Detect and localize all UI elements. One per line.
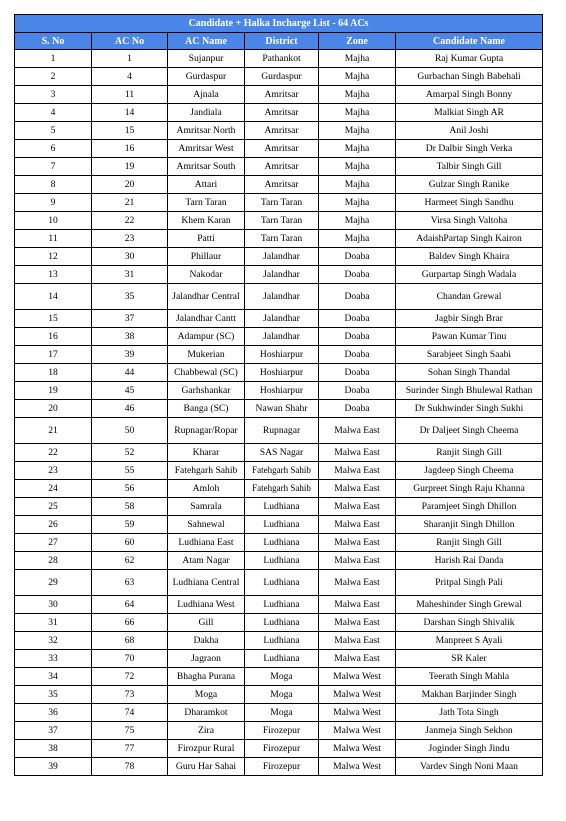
- cell-ac-name: Amritsar South: [168, 158, 245, 176]
- cell-ac-name: Jalandhar Central: [168, 284, 245, 310]
- cell-ac-name: Samrala: [168, 498, 245, 516]
- cell-zone: Majha: [319, 230, 396, 248]
- table-row: [15, 462, 543, 480]
- cell-sno: 39: [15, 758, 92, 776]
- cell-sno: 19: [15, 382, 92, 400]
- cell-zone: Doaba: [319, 284, 396, 310]
- cell-candidate: Joginder Singh Jindu: [396, 740, 543, 758]
- table-row: [15, 176, 543, 194]
- cell-ac-no: 52: [92, 444, 168, 462]
- cell-candidate: Gurbachan Singh Babehali: [396, 68, 543, 86]
- cell-ac-name: Amloh: [168, 480, 245, 498]
- cell-ac-no: 30: [92, 248, 168, 266]
- cell-ac-name: Rupnagar/Ropar: [168, 418, 245, 444]
- cell-candidate: SR Kaler: [396, 650, 543, 668]
- cell-district: Moga: [245, 704, 319, 722]
- cell-sno: 3: [15, 86, 92, 104]
- cell-zone: Malwa East: [319, 480, 396, 498]
- cell-district: Rupnagar: [245, 418, 319, 444]
- cell-district: Ludhiana: [245, 596, 319, 614]
- table-row: [15, 86, 543, 104]
- cell-sno: 15: [15, 310, 92, 328]
- cell-zone: Majha: [319, 176, 396, 194]
- cell-sno: 7: [15, 158, 92, 176]
- cell-ac-name: Patti: [168, 230, 245, 248]
- cell-zone: Majha: [319, 158, 396, 176]
- cell-candidate: Manpreet S Ayali: [396, 632, 543, 650]
- cell-ac-name: Jagraon: [168, 650, 245, 668]
- cell-zone: Malwa East: [319, 498, 396, 516]
- cell-sno: 31: [15, 614, 92, 632]
- cell-zone: Malwa East: [319, 552, 396, 570]
- table-row: [15, 740, 543, 758]
- cell-sno: 5: [15, 122, 92, 140]
- cell-district: Amritsar: [245, 122, 319, 140]
- cell-district: Tarn Taran: [245, 194, 319, 212]
- cell-district: Jalandhar: [245, 310, 319, 328]
- cell-zone: Majha: [319, 140, 396, 158]
- cell-candidate: Dr Dalbir Singh Verka: [396, 140, 543, 158]
- cell-sno: 4: [15, 104, 92, 122]
- cell-sno: 6: [15, 140, 92, 158]
- cell-ac-no: 56: [92, 480, 168, 498]
- cell-sno: 18: [15, 364, 92, 382]
- cell-ac-name: Phillaur: [168, 248, 245, 266]
- table-row: [15, 140, 543, 158]
- cell-candidate: Anil Joshi: [396, 122, 543, 140]
- cell-ac-name: Khem Karan: [168, 212, 245, 230]
- cell-ac-no: 31: [92, 266, 168, 284]
- col-header-candidate: Candidate Name: [396, 33, 543, 50]
- cell-zone: Malwa East: [319, 632, 396, 650]
- cell-ac-no: 14: [92, 104, 168, 122]
- cell-candidate: Surinder Singh Bhulewal Rathan: [396, 382, 543, 400]
- cell-ac-name: Jandiala: [168, 104, 245, 122]
- cell-sno: 35: [15, 686, 92, 704]
- cell-district: Moga: [245, 668, 319, 686]
- cell-zone: Malwa West: [319, 722, 396, 740]
- cell-zone: Malwa East: [319, 444, 396, 462]
- cell-ac-name: Atam Nagar: [168, 552, 245, 570]
- table-row: [15, 310, 543, 328]
- cell-ac-no: 59: [92, 516, 168, 534]
- cell-district: Jalandhar: [245, 266, 319, 284]
- cell-ac-no: 63: [92, 570, 168, 596]
- cell-ac-no: 22: [92, 212, 168, 230]
- cell-ac-no: 35: [92, 284, 168, 310]
- table-row: [15, 614, 543, 632]
- cell-zone: Majha: [319, 86, 396, 104]
- cell-zone: Malwa West: [319, 740, 396, 758]
- cell-sno: 14: [15, 284, 92, 310]
- cell-candidate: AdaishPartap Singh Kairon: [396, 230, 543, 248]
- cell-zone: Doaba: [319, 400, 396, 418]
- cell-candidate: Dr Daljeet Singh Cheema: [396, 418, 543, 444]
- cell-sno: 38: [15, 740, 92, 758]
- cell-sno: 10: [15, 212, 92, 230]
- cell-candidate: Harmeet Singh Sandhu: [396, 194, 543, 212]
- cell-ac-no: 50: [92, 418, 168, 444]
- cell-sno: 20: [15, 400, 92, 418]
- cell-ac-no: 60: [92, 534, 168, 552]
- cell-district: Jalandhar: [245, 284, 319, 310]
- cell-sno: 2: [15, 68, 92, 86]
- cell-ac-name: Dharamkot: [168, 704, 245, 722]
- cell-district: Jalandhar: [245, 248, 319, 266]
- cell-ac-no: 16: [92, 140, 168, 158]
- table-row: [15, 400, 543, 418]
- cell-sno: 36: [15, 704, 92, 722]
- cell-ac-name: Guru Har Sahai: [168, 758, 245, 776]
- cell-candidate: Amarpal Singh Bonny: [396, 86, 543, 104]
- table-row: [15, 570, 543, 596]
- cell-ac-no: 64: [92, 596, 168, 614]
- table-row: [15, 248, 543, 266]
- cell-ac-name: Attari: [168, 176, 245, 194]
- cell-ac-no: 1: [92, 50, 168, 68]
- cell-candidate: Pawan Kumar Tinu: [396, 328, 543, 346]
- cell-ac-name: Gurdaspur: [168, 68, 245, 86]
- table-row: [15, 328, 543, 346]
- cell-zone: Doaba: [319, 310, 396, 328]
- cell-ac-name: Ludhiana Central: [168, 570, 245, 596]
- table-row: [15, 534, 543, 552]
- cell-sno: 23: [15, 462, 92, 480]
- table-row: [15, 722, 543, 740]
- cell-candidate: Vardev Singh Noni Maan: [396, 758, 543, 776]
- table-row: [15, 194, 543, 212]
- cell-ac-name: Garhshankar: [168, 382, 245, 400]
- cell-candidate: Malkiat Singh AR: [396, 104, 543, 122]
- cell-ac-no: 74: [92, 704, 168, 722]
- cell-district: Ludhiana: [245, 650, 319, 668]
- cell-ac-no: 78: [92, 758, 168, 776]
- table-row: [15, 650, 543, 668]
- cell-candidate: Teerath Singh Mahla: [396, 668, 543, 686]
- cell-sno: 33: [15, 650, 92, 668]
- cell-zone: Malwa East: [319, 570, 396, 596]
- cell-candidate: Darshan Singh Shivalik: [396, 614, 543, 632]
- table-row: [15, 266, 543, 284]
- cell-ac-name: Ajnala: [168, 86, 245, 104]
- col-header-ac-no: AC No: [92, 33, 168, 50]
- cell-district: Jalandhar: [245, 328, 319, 346]
- cell-candidate: Janmeja Singh Sekhon: [396, 722, 543, 740]
- cell-district: Tarn Taran: [245, 212, 319, 230]
- table-row: [15, 516, 543, 534]
- cell-sno: 21: [15, 418, 92, 444]
- cell-ac-no: 58: [92, 498, 168, 516]
- cell-ac-no: 75: [92, 722, 168, 740]
- cell-zone: Doaba: [319, 266, 396, 284]
- cell-candidate: Raj Kumar Gupta: [396, 50, 543, 68]
- cell-district: Ludhiana: [245, 552, 319, 570]
- cell-ac-name: Zira: [168, 722, 245, 740]
- cell-zone: Malwa East: [319, 614, 396, 632]
- cell-ac-name: Firozpur Rural: [168, 740, 245, 758]
- table-row: [15, 686, 543, 704]
- cell-sno: 26: [15, 516, 92, 534]
- table-row: [15, 230, 543, 248]
- cell-candidate: Talbir Singh Gill: [396, 158, 543, 176]
- cell-ac-name: Dakha: [168, 632, 245, 650]
- cell-district: Amritsar: [245, 86, 319, 104]
- cell-zone: Majha: [319, 122, 396, 140]
- table-row: [15, 346, 543, 364]
- table-row: [15, 632, 543, 650]
- cell-sno: 30: [15, 596, 92, 614]
- cell-sno: 32: [15, 632, 92, 650]
- cell-candidate: Chandan Grewal: [396, 284, 543, 310]
- cell-zone: Malwa East: [319, 462, 396, 480]
- cell-ac-name: Jalandhar Cantt: [168, 310, 245, 328]
- cell-zone: Malwa West: [319, 668, 396, 686]
- table-row: [15, 364, 543, 382]
- cell-ac-name: Tarn Taran: [168, 194, 245, 212]
- cell-ac-no: 21: [92, 194, 168, 212]
- cell-zone: Doaba: [319, 248, 396, 266]
- cell-district: Moga: [245, 686, 319, 704]
- table-row: [15, 668, 543, 686]
- header-row: [15, 33, 543, 50]
- cell-sno: 12: [15, 248, 92, 266]
- cell-district: Ludhiana: [245, 570, 319, 596]
- cell-candidate: Jagdeep Singh Cheema: [396, 462, 543, 480]
- cell-ac-name: Kharar: [168, 444, 245, 462]
- table-row: [15, 284, 543, 310]
- cell-district: Amritsar: [245, 176, 319, 194]
- cell-candidate: Gulzar Singh Ranike: [396, 176, 543, 194]
- cell-ac-no: 15: [92, 122, 168, 140]
- cell-district: Ludhiana: [245, 516, 319, 534]
- cell-zone: Malwa West: [319, 758, 396, 776]
- cell-district: Amritsar: [245, 140, 319, 158]
- cell-ac-no: 23: [92, 230, 168, 248]
- cell-ac-name: Banga (SC): [168, 400, 245, 418]
- cell-sno: 13: [15, 266, 92, 284]
- cell-sno: 37: [15, 722, 92, 740]
- cell-ac-no: 66: [92, 614, 168, 632]
- cell-sno: 22: [15, 444, 92, 462]
- cell-zone: Malwa West: [319, 704, 396, 722]
- cell-district: Ludhiana: [245, 498, 319, 516]
- cell-zone: Majha: [319, 194, 396, 212]
- cell-ac-no: 70: [92, 650, 168, 668]
- table-row: [15, 158, 543, 176]
- cell-ac-name: Sahnewal: [168, 516, 245, 534]
- cell-ac-name: Amritsar West: [168, 140, 245, 158]
- candidate-table: [14, 14, 543, 776]
- table-row: [15, 704, 543, 722]
- cell-ac-no: 55: [92, 462, 168, 480]
- cell-candidate: Gurpartap Singh Wadala: [396, 266, 543, 284]
- table-row: [15, 68, 543, 86]
- cell-candidate: Gurpreet Singh Raju Khanna: [396, 480, 543, 498]
- table-row: [15, 498, 543, 516]
- cell-candidate: Paramjeet Singh Dhillon: [396, 498, 543, 516]
- table-row: [15, 212, 543, 230]
- cell-district: Firozepur: [245, 722, 319, 740]
- cell-ac-name: Mukerian: [168, 346, 245, 364]
- cell-ac-name: Fatehgarh Sahib: [168, 462, 245, 480]
- cell-ac-no: 44: [92, 364, 168, 382]
- cell-candidate: Pritpal Singh Pali: [396, 570, 543, 596]
- cell-ac-no: 38: [92, 328, 168, 346]
- cell-zone: Malwa East: [319, 650, 396, 668]
- cell-candidate: Sharanjit Singh Dhillon: [396, 516, 543, 534]
- cell-sno: 27: [15, 534, 92, 552]
- cell-candidate: Jagbir Singh Brar: [396, 310, 543, 328]
- cell-district: SAS Nagar: [245, 444, 319, 462]
- cell-zone: Doaba: [319, 364, 396, 382]
- cell-zone: Malwa East: [319, 516, 396, 534]
- cell-zone: Malwa East: [319, 534, 396, 552]
- cell-candidate: Ranjit Singh Gill: [396, 534, 543, 552]
- cell-sno: 29: [15, 570, 92, 596]
- cell-candidate: Makhan Barjinder Singh: [396, 686, 543, 704]
- col-header-district: District: [245, 33, 319, 50]
- cell-district: Ludhiana: [245, 534, 319, 552]
- cell-ac-no: 68: [92, 632, 168, 650]
- cell-district: Amritsar: [245, 104, 319, 122]
- table-row: [15, 50, 543, 68]
- cell-ac-name: Bhagha Purana: [168, 668, 245, 686]
- cell-district: Nawan Shahr: [245, 400, 319, 418]
- table-row: [15, 596, 543, 614]
- cell-ac-no: 62: [92, 552, 168, 570]
- cell-ac-no: 37: [92, 310, 168, 328]
- cell-sno: 11: [15, 230, 92, 248]
- cell-ac-name: Amritsar North: [168, 122, 245, 140]
- cell-ac-name: Moga: [168, 686, 245, 704]
- cell-ac-no: 73: [92, 686, 168, 704]
- table-title: Candidate + Halka Incharge List - 64 ACs: [15, 15, 543, 33]
- cell-district: Firozepur: [245, 740, 319, 758]
- cell-ac-name: Ludhiana East: [168, 534, 245, 552]
- cell-sno: 34: [15, 668, 92, 686]
- table-row: [15, 480, 543, 498]
- col-header-sno: S. No: [15, 33, 92, 50]
- cell-candidate: Jath Tota Singh: [396, 704, 543, 722]
- cell-sno: 28: [15, 552, 92, 570]
- table-row: [15, 552, 543, 570]
- cell-zone: Majha: [319, 68, 396, 86]
- cell-ac-no: 72: [92, 668, 168, 686]
- table-row: [15, 418, 543, 444]
- cell-candidate: Virsa Singh Valtoha: [396, 212, 543, 230]
- cell-ac-no: 11: [92, 86, 168, 104]
- cell-district: Hoshiarpur: [245, 382, 319, 400]
- cell-district: Ludhiana: [245, 632, 319, 650]
- cell-sno: 24: [15, 480, 92, 498]
- cell-zone: Majha: [319, 104, 396, 122]
- cell-ac-name: Nakodar: [168, 266, 245, 284]
- cell-zone: Malwa East: [319, 596, 396, 614]
- table-row: [15, 122, 543, 140]
- col-header-zone: Zone: [319, 33, 396, 50]
- cell-district: Hoshiarpur: [245, 364, 319, 382]
- cell-zone: Majha: [319, 50, 396, 68]
- cell-ac-no: 39: [92, 346, 168, 364]
- cell-ac-name: Gill: [168, 614, 245, 632]
- cell-sno: 8: [15, 176, 92, 194]
- table-row: [15, 104, 543, 122]
- cell-zone: Malwa West: [319, 686, 396, 704]
- cell-ac-no: 45: [92, 382, 168, 400]
- table-row: [15, 758, 543, 776]
- cell-district: Fatehgarh Sahib: [245, 480, 319, 498]
- col-header-ac-name: AC Name: [168, 33, 245, 50]
- cell-district: Firozepur: [245, 758, 319, 776]
- table-row: [15, 444, 543, 462]
- cell-ac-name: Ludhiana West: [168, 596, 245, 614]
- cell-zone: Doaba: [319, 346, 396, 364]
- cell-sno: 25: [15, 498, 92, 516]
- cell-sno: 17: [15, 346, 92, 364]
- table-row: [15, 382, 543, 400]
- cell-zone: Majha: [319, 212, 396, 230]
- cell-ac-no: 46: [92, 400, 168, 418]
- cell-ac-name: Sujanpur: [168, 50, 245, 68]
- cell-ac-no: 20: [92, 176, 168, 194]
- cell-candidate: Ranjit Singh Gill: [396, 444, 543, 462]
- cell-ac-name: Adampur (SC): [168, 328, 245, 346]
- cell-candidate: Sohan Singh Thandal: [396, 364, 543, 382]
- cell-district: Fatehgarh Sahib: [245, 462, 319, 480]
- cell-district: Amritsar: [245, 158, 319, 176]
- cell-district: Ludhiana: [245, 614, 319, 632]
- table-body: [15, 50, 543, 776]
- cell-candidate: Dr Sukhwinder Singh Sukhi: [396, 400, 543, 418]
- cell-zone: Doaba: [319, 328, 396, 346]
- cell-district: Pathankot: [245, 50, 319, 68]
- cell-district: Hoshiarpur: [245, 346, 319, 364]
- cell-sno: 16: [15, 328, 92, 346]
- cell-zone: Malwa East: [319, 418, 396, 444]
- cell-ac-name: Chabbewal (SC): [168, 364, 245, 382]
- cell-candidate: Baldev Singh Khaira: [396, 248, 543, 266]
- cell-ac-no: 19: [92, 158, 168, 176]
- cell-sno: 9: [15, 194, 92, 212]
- cell-ac-no: 77: [92, 740, 168, 758]
- title-row: [15, 15, 543, 33]
- cell-district: Tarn Taran: [245, 230, 319, 248]
- cell-district: Gurdaspur: [245, 68, 319, 86]
- cell-ac-no: 4: [92, 68, 168, 86]
- cell-candidate: Harish Rai Danda: [396, 552, 543, 570]
- cell-zone: Doaba: [319, 382, 396, 400]
- cell-candidate: Maheshinder Singh Grewal: [396, 596, 543, 614]
- cell-sno: 1: [15, 50, 92, 68]
- cell-candidate: Sarabjeet Singh Saabi: [396, 346, 543, 364]
